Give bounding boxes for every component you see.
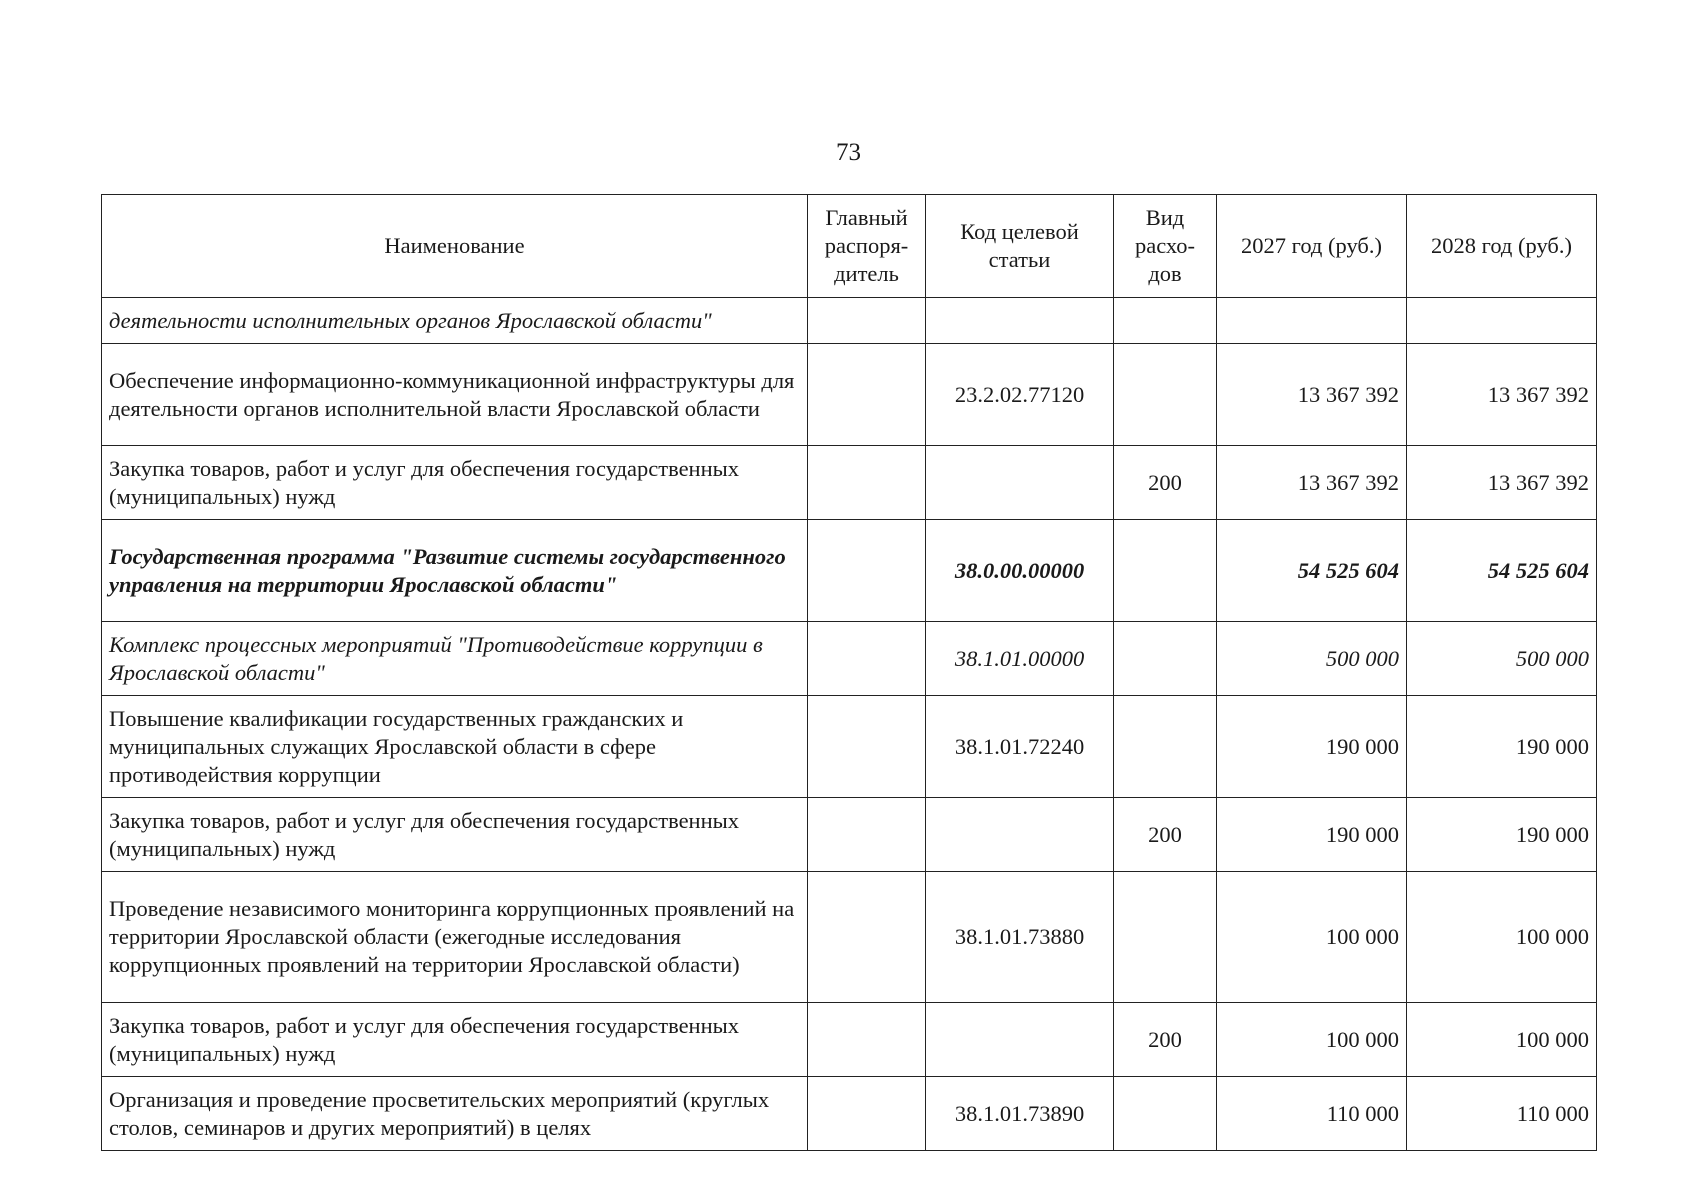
cell-kind: [1114, 622, 1217, 696]
table-row: [102, 1003, 1597, 1077]
cell-year-2028: [1407, 298, 1597, 344]
cell-kind: 200: [1114, 1003, 1217, 1077]
cell-year-2028: 500 000: [1407, 622, 1597, 696]
cell-year-2027: 100 000: [1217, 872, 1407, 1003]
cell-code: [926, 298, 1114, 344]
cell-year-2028: 100 000: [1407, 1003, 1597, 1077]
cell-kind: 200: [1114, 798, 1217, 872]
cell-year-2027: 500 000: [1217, 622, 1407, 696]
cell-manager: [808, 696, 926, 798]
cell-year-2027: 54 525 604: [1217, 520, 1407, 622]
cell-name: Государственная программа "Развитие системы государственного управления на территории Ярославской области": [102, 520, 808, 622]
table-row: [102, 520, 1597, 622]
table-row: [102, 798, 1597, 872]
table-row: [102, 872, 1597, 1003]
table-row: [102, 446, 1597, 520]
cell-name: Комплекс процессных мероприятий "Противодействие коррупции в Ярославской области": [102, 622, 808, 696]
cell-code: [926, 1003, 1114, 1077]
cell-year-2027: [1217, 298, 1407, 344]
cell-code: [926, 798, 1114, 872]
cell-year-2027: 100 000: [1217, 1003, 1407, 1077]
header-code: Код целевой статьи: [926, 195, 1114, 298]
table-row: [102, 622, 1597, 696]
cell-year-2027: 190 000: [1217, 798, 1407, 872]
cell-year-2027: 190 000: [1217, 696, 1407, 798]
header-year-2027: 2027 год (руб.): [1217, 195, 1407, 298]
cell-year-2027: 13 367 392: [1217, 446, 1407, 520]
cell-manager: [808, 298, 926, 344]
cell-manager: [808, 446, 926, 520]
cell-name: Закупка товаров, работ и услуг для обеспечения государственных (муниципальных) нужд: [102, 1003, 808, 1077]
cell-manager: [808, 1077, 926, 1151]
cell-code: 23.2.02.77120: [926, 344, 1114, 446]
cell-manager: [808, 1003, 926, 1077]
cell-year-2028: 54 525 604: [1407, 520, 1597, 622]
cell-kind: [1114, 1077, 1217, 1151]
cell-name: деятельности исполнительных органов Ярославской области": [102, 298, 808, 344]
cell-code: 38.1.01.73890: [926, 1077, 1114, 1151]
cell-code: [926, 446, 1114, 520]
table-row: [102, 344, 1597, 446]
cell-kind: 200: [1114, 446, 1217, 520]
cell-kind: [1114, 344, 1217, 446]
cell-kind: [1114, 520, 1217, 622]
cell-manager: [808, 344, 926, 446]
cell-name: Проведение независимого мониторинга коррупционных проявлений на территории Ярославской области (ежегодные исследования коррупционных проявлений на территории Ярославской области): [102, 872, 808, 1003]
cell-year-2028: 13 367 392: [1407, 446, 1597, 520]
cell-kind: [1114, 696, 1217, 798]
cell-manager: [808, 622, 926, 696]
cell-year-2027: 110 000: [1217, 1077, 1407, 1151]
header-year-2028: 2028 год (руб.): [1407, 195, 1597, 298]
header-kind: Вид расхо-дов: [1114, 195, 1217, 298]
cell-name: Закупка товаров, работ и услуг для обеспечения государственных (муниципальных) нужд: [102, 446, 808, 520]
table-row: [102, 298, 1597, 344]
cell-kind: [1114, 298, 1217, 344]
cell-name: Организация и проведение просветительских мероприятий (круглых столов, семинаров и других мероприятий) в целях: [102, 1077, 808, 1151]
table-row: [102, 1077, 1597, 1151]
table-row: [102, 696, 1597, 798]
table-header-row: [102, 195, 1597, 298]
header-manager: Главный распоря-дитель: [808, 195, 926, 298]
cell-manager: [808, 798, 926, 872]
cell-year-2027: 13 367 392: [1217, 344, 1407, 446]
budget-table: [101, 194, 1597, 1151]
cell-code: 38.1.01.72240: [926, 696, 1114, 798]
header-name: Наименование: [102, 195, 808, 298]
cell-kind: [1114, 872, 1217, 1003]
cell-year-2028: 190 000: [1407, 696, 1597, 798]
cell-code: 38.1.01.00000: [926, 622, 1114, 696]
cell-year-2028: 190 000: [1407, 798, 1597, 872]
cell-year-2028: 13 367 392: [1407, 344, 1597, 446]
cell-code: 38.0.00.00000: [926, 520, 1114, 622]
cell-name: Обеспечение информационно-коммуникационной инфраструктуры для деятельности органов исполнительной власти Ярославской области: [102, 344, 808, 446]
page-number: 73: [836, 139, 861, 166]
cell-year-2028: 100 000: [1407, 872, 1597, 1003]
cell-year-2028: 110 000: [1407, 1077, 1597, 1151]
cell-name: Повышение квалификации государственных гражданских и муниципальных служащих Ярославской области в сфере противодействия коррупции: [102, 696, 808, 798]
cell-manager: [808, 520, 926, 622]
cell-code: 38.1.01.73880: [926, 872, 1114, 1003]
cell-name: Закупка товаров, работ и услуг для обеспечения государственных (муниципальных) нужд: [102, 798, 808, 872]
cell-manager: [808, 872, 926, 1003]
